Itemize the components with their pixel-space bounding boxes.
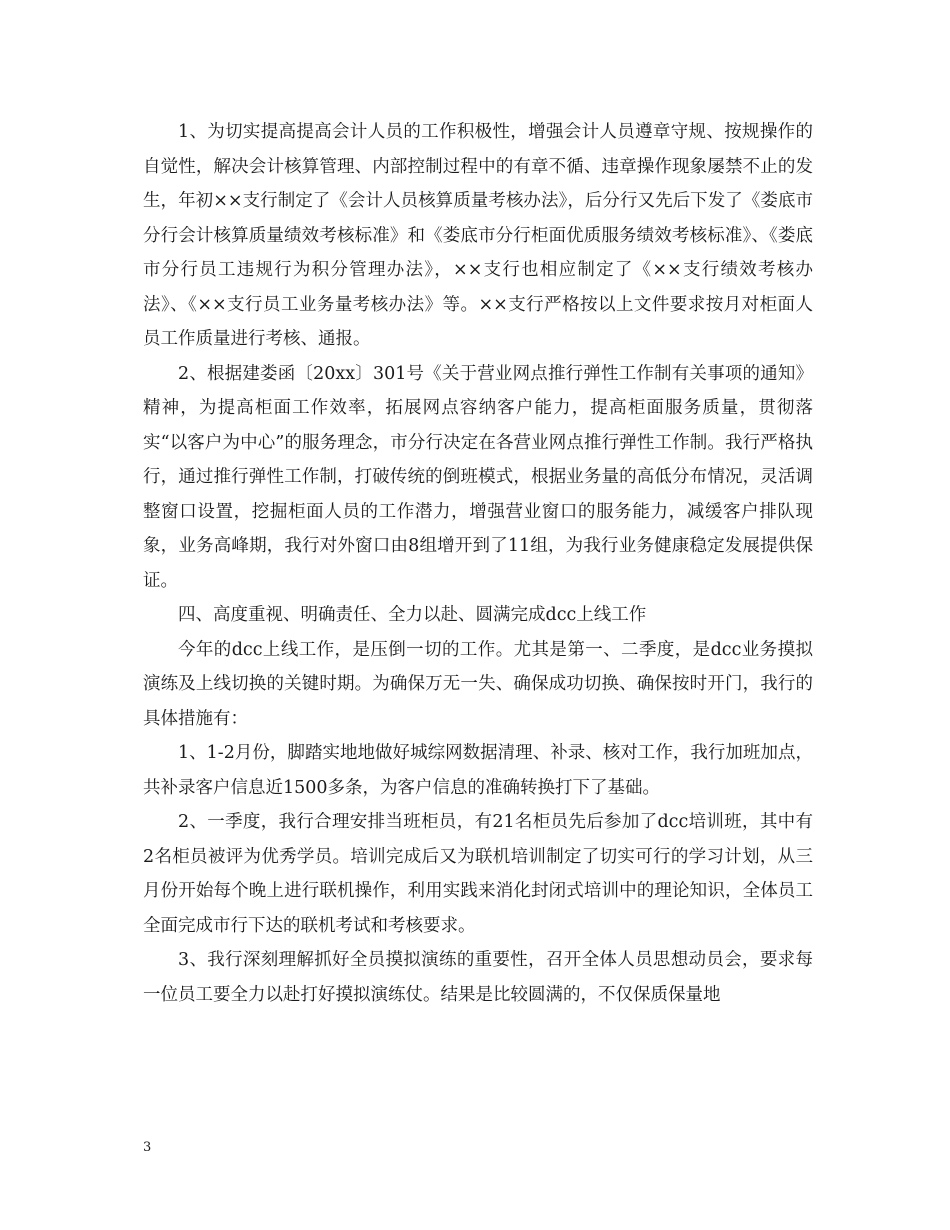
- page-number: 3: [143, 1140, 152, 1155]
- paragraph-training: 2、一季度，我行合理安排当班柜员，有21名柜员先后参加了dcc培训班，其中有2名柜员被评为优秀学员。培训完成后又为联机培训制定了切实可行的学习计划，从三月份开始每个晚上进行联机操作，利用实践来消化封闭式培训中的理论知识，全体员工全面完成市行下达的联机考试和考核要求。: [143, 812, 813, 936]
- paragraph-assessment-rules: 1、为切实提高提高会计人员的工作积极性，增强会计人员遵章守规、按规操作的自觉性，解决会计核算管理、内部控制过程中的有章不循、违章操作现象屡禁不止的发生，年初××支行制定了《会计人员核算质量考核办法》，后分行又先后下发了《娄底市分行会计核算质量绩效考核标准》和《娄底市分行柜面优质服务绩效考核标准》、《娄底市分行员工违规行为积分管理办法》，××支行也相应制定了《××支行绩效考核办法》、《××支行员工业务量考核办法》等。××支行严格按以上文件要求按月对柜面人员工作质量进行考核、通报。: [143, 122, 813, 349]
- paragraph-flexible-work: 2、根据建娄函〔20xx〕301号《关于营业网点推行弹性工作制有关事项的通知》精神，为提高柜面工作效率，拓展网点容纳客户能力，提高柜面服务质量，贯彻落实“以客户为中心”的服务理念，市分行决定在各营业网点推行弹性工作制。我行严格执行，通过推行弹性工作制，打破传统的倒班模式，根据业务量的高低分布情况，灵活调整窗口设置，挖掘柜面人员的工作潜力，增强营业窗口的服务能力，减缓客户排队现象，业务高峰期，我行对外窗口由8组增开到了11组，为我行业务健康稳定发展提供保证。: [143, 363, 813, 591]
- paragraph-dcc-intro: 今年的dcc上线工作，是压倒一切的工作。尤其是第一、二季度，是dcc业务摸拟演练及上线切换的关键时期。为确保万无一失、确保成功切换、确保按时开门，我行的具体措施有：: [143, 639, 813, 729]
- paragraph-drill: 3、我行深刻理解抓好全员摸拟演练的重要性，召开全体人员思想动员会，要求每一位员工要全力以赴打好摸拟演练仗。结果是比较圆满的，不仅保质保量地: [143, 950, 813, 1005]
- document-body: [143, 115, 813, 1012]
- section-heading-dcc: 四、高度重视、明确责任、全力以赴、圆满完成dcc上线工作: [178, 605, 647, 625]
- paragraph-data-cleanup: 1、1-2月份，脚踏实地地做好城综网数据清理、补录、核对工作，我行加班加点，共补录客户信息近1500多条，为客户信息的准确转换打下了基础。: [143, 743, 813, 798]
